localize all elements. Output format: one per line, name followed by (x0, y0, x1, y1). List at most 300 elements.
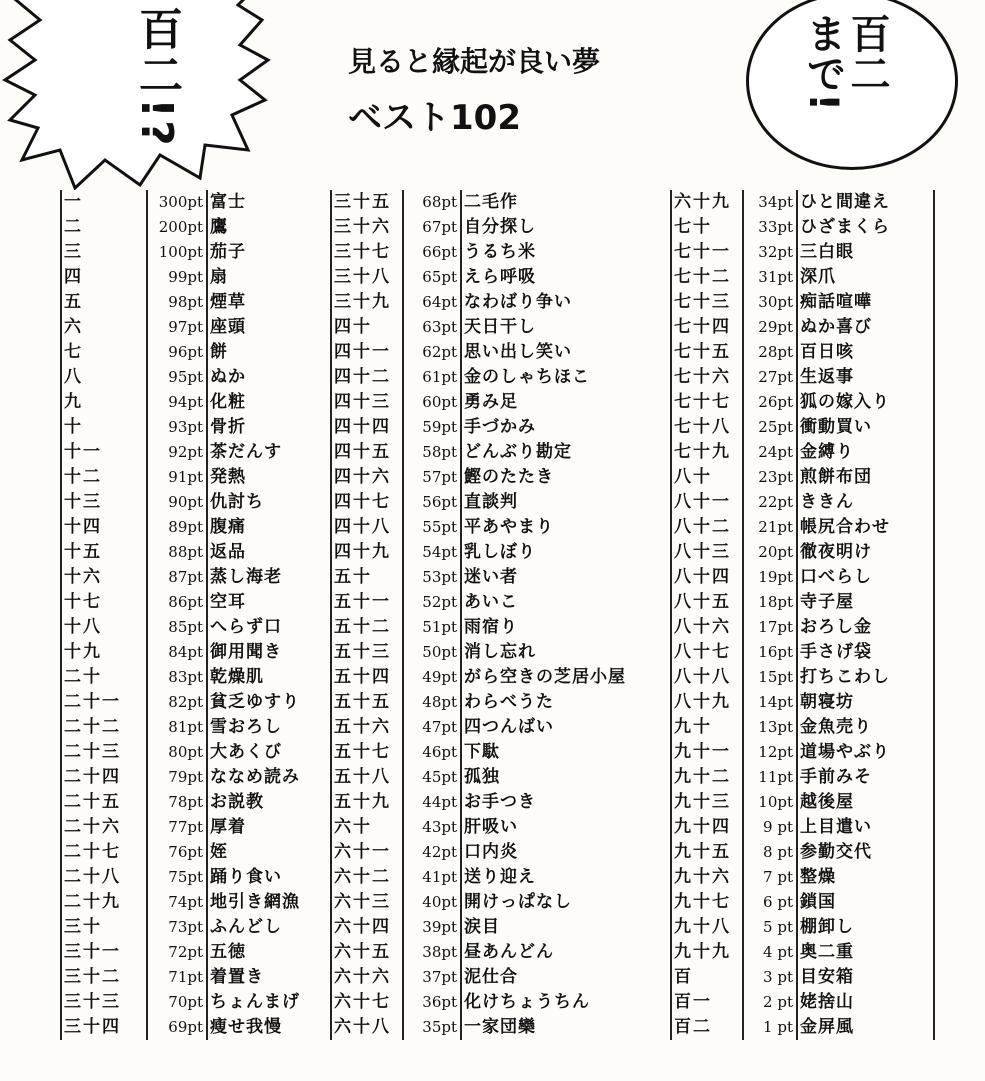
dream-cell: 骨折 (207, 415, 331, 440)
points-cell: 55pt (403, 515, 461, 540)
points-cell: 87pt (147, 565, 207, 590)
points-cell: 28pt (743, 340, 797, 365)
rank-cell: 三十 (61, 915, 147, 940)
rank-cell: 八十五 (671, 590, 743, 615)
table-row (61, 315, 934, 340)
rank-cell: 八十一 (671, 490, 743, 515)
table-row (61, 815, 934, 840)
dream-cell: 道場やぶり (797, 740, 934, 765)
dream-cell: ぬか喜び (797, 315, 934, 340)
points-cell: 90pt (147, 490, 207, 515)
table-row (61, 465, 934, 490)
rank-cell: 八十七 (671, 640, 743, 665)
dream-cell: 姪 (207, 840, 331, 865)
points-cell: 40pt (403, 890, 461, 915)
table-row (61, 190, 934, 215)
dream-cell: 餅 (207, 340, 331, 365)
dream-cell: 二毛作 (461, 190, 671, 215)
rank-cell: 十七 (61, 590, 147, 615)
points-cell: 76pt (147, 840, 207, 865)
points-cell: 32pt (743, 240, 797, 265)
rank-cell: 七十一 (671, 240, 743, 265)
dream-cell: 乳しぼり (461, 540, 671, 565)
rank-cell: 二十四 (61, 765, 147, 790)
dream-cell: 空耳 (207, 590, 331, 615)
rank-cell: 六十四 (331, 915, 403, 940)
dream-cell: 平あやまり (461, 515, 671, 540)
points-cell: 29pt (743, 315, 797, 340)
rank-cell: 四十一 (331, 340, 403, 365)
dream-cell: 口内炎 (461, 840, 671, 865)
dream-cell: 腹痛 (207, 515, 331, 540)
table-row (61, 740, 934, 765)
rank-cell: 二十五 (61, 790, 147, 815)
points-cell: 19pt (743, 565, 797, 590)
table-row (61, 415, 934, 440)
points-cell: 5 pt (743, 915, 797, 940)
circle-line-1: 百二 (844, 13, 890, 93)
dream-cell: 煎餅布団 (797, 465, 934, 490)
dream-cell: 大あくび (207, 740, 331, 765)
rank-cell: 四十七 (331, 490, 403, 515)
rank-cell: 九十七 (671, 890, 743, 915)
points-cell: 9 pt (743, 815, 797, 840)
points-cell: 56pt (403, 490, 461, 515)
points-cell: 37pt (403, 965, 461, 990)
points-cell: 48pt (403, 690, 461, 715)
dream-cell: 発熱 (207, 465, 331, 490)
dream-cell: 厚着 (207, 815, 331, 840)
dream-cell: 上目遣い (797, 815, 934, 840)
dream-cell: うるち米 (461, 240, 671, 265)
dream-cell: 手さげ袋 (797, 640, 934, 665)
dream-cell: 開けっぱなし (461, 890, 671, 915)
points-cell: 52pt (403, 590, 461, 615)
rank-cell: 三十九 (331, 290, 403, 315)
rank-cell: 二 (61, 215, 147, 240)
rank-cell: 九十一 (671, 740, 743, 765)
rank-cell: 四十 (331, 315, 403, 340)
rank-cell: 七 (61, 340, 147, 365)
rank-cell: 十四 (61, 515, 147, 540)
points-cell: 15pt (743, 665, 797, 690)
dream-cell: 御用聞き (207, 640, 331, 665)
dream-cell: 返品 (207, 540, 331, 565)
points-cell: 96pt (147, 340, 207, 365)
dream-cell: 化けちょうちん (461, 990, 671, 1015)
table-row (61, 390, 934, 415)
points-cell: 12pt (743, 740, 797, 765)
table-row (61, 840, 934, 865)
points-cell: 75pt (147, 865, 207, 890)
rank-cell: 六十三 (331, 890, 403, 915)
dream-cell: 昼あんどん (461, 940, 671, 965)
rank-cell: 四十九 (331, 540, 403, 565)
rank-cell: 十 (61, 415, 147, 440)
rank-cell: 八十 (671, 465, 743, 490)
rank-cell: 十二 (61, 465, 147, 490)
dream-cell: ちょんまげ (207, 990, 331, 1015)
dream-cell: どんぶり勘定 (461, 440, 671, 465)
points-cell: 7 pt (743, 865, 797, 890)
rank-cell: 百一 (671, 990, 743, 1015)
dream-cell: 目安箱 (797, 965, 934, 990)
rank-cell: 六 (61, 315, 147, 340)
table-row (61, 790, 934, 815)
rank-cell: 五十一 (331, 590, 403, 615)
dream-cell: わらべうた (461, 690, 671, 715)
rank-cell: 五十七 (331, 740, 403, 765)
dream-cell: 化粧 (207, 390, 331, 415)
rank-cell: 七十四 (671, 315, 743, 340)
rank-cell: 七十八 (671, 415, 743, 440)
table-row (61, 640, 934, 665)
table-row (61, 1015, 934, 1040)
points-cell: 69pt (147, 1015, 207, 1040)
dream-cell: 貧乏ゆすり (207, 690, 331, 715)
points-cell: 93pt (147, 415, 207, 440)
points-cell: 78pt (147, 790, 207, 815)
points-cell: 72pt (147, 940, 207, 965)
points-cell: 1 pt (743, 1015, 797, 1040)
points-cell: 43pt (403, 815, 461, 840)
rank-cell: 五十二 (331, 615, 403, 640)
dream-cell: おろし金 (797, 615, 934, 640)
points-cell: 61pt (403, 365, 461, 390)
points-cell: 44pt (403, 790, 461, 815)
points-cell: 53pt (403, 565, 461, 590)
dream-cell: 参勤交代 (797, 840, 934, 865)
rank-cell: 二十二 (61, 715, 147, 740)
title-line-2: ベスト102 (348, 98, 521, 138)
points-cell: 99pt (147, 265, 207, 290)
dream-cell: 涙目 (461, 915, 671, 940)
dream-cell: 整燥 (797, 865, 934, 890)
rank-cell: 八十八 (671, 665, 743, 690)
rank-cell: 二十 (61, 665, 147, 690)
points-cell: 59pt (403, 415, 461, 440)
rank-cell: 六十六 (331, 965, 403, 990)
table-row (61, 690, 934, 715)
rank-cell: 九 (61, 390, 147, 415)
dream-cell: 帳尻合わせ (797, 515, 934, 540)
dream-cell: 朝寝坊 (797, 690, 934, 715)
points-cell: 6 pt (743, 890, 797, 915)
table-row (61, 565, 934, 590)
table-row (61, 615, 934, 640)
circle-badge (746, 0, 958, 170)
table-row (61, 965, 934, 990)
points-cell: 20pt (743, 540, 797, 565)
dream-cell: 金のしゃちほこ (461, 365, 671, 390)
rank-cell: 四十六 (331, 465, 403, 490)
rank-cell: 三 (61, 240, 147, 265)
dream-cell: 一家団欒 (461, 1015, 671, 1040)
rank-cell: 五十五 (331, 690, 403, 715)
dream-cell: 百日咳 (797, 340, 934, 365)
points-cell: 34pt (743, 190, 797, 215)
table-row (61, 765, 934, 790)
rank-cell: 五 (61, 290, 147, 315)
rank-cell: 二十七 (61, 840, 147, 865)
rank-cell: 四十三 (331, 390, 403, 415)
dream-cell: へらず口 (207, 615, 331, 640)
dream-cell: 痴話喧嘩 (797, 290, 934, 315)
table-row (61, 365, 934, 390)
rank-cell: 七十九 (671, 440, 743, 465)
dream-cell: お手つき (461, 790, 671, 815)
points-cell: 33pt (743, 215, 797, 240)
points-cell: 3 pt (743, 965, 797, 990)
rank-cell: 九十六 (671, 865, 743, 890)
dream-cell: 着置き (207, 965, 331, 990)
rank-cell: 七十 (671, 215, 743, 240)
rank-cell: 五十六 (331, 715, 403, 740)
points-cell: 51pt (403, 615, 461, 640)
rank-cell: 六十五 (331, 940, 403, 965)
points-cell: 60pt (403, 390, 461, 415)
rank-cell: 四十四 (331, 415, 403, 440)
page-title (348, 40, 600, 139)
points-cell: 10pt (743, 790, 797, 815)
dream-cell: お説教 (207, 790, 331, 815)
rank-cell: 九十五 (671, 840, 743, 865)
dream-cell: あいこ (461, 590, 671, 615)
points-cell: 70pt (147, 990, 207, 1015)
dream-cell: 煙草 (207, 290, 331, 315)
rank-cell: 八十三 (671, 540, 743, 565)
points-cell: 86pt (147, 590, 207, 615)
table-row (61, 440, 934, 465)
dream-cell: 茶だんす (207, 440, 331, 465)
rank-cell: 十八 (61, 615, 147, 640)
points-cell: 2 pt (743, 990, 797, 1015)
dream-cell: 鎖国 (797, 890, 934, 915)
dream-cell: 四つんばい (461, 715, 671, 740)
rank-cell: 五十四 (331, 665, 403, 690)
points-cell: 49pt (403, 665, 461, 690)
rank-cell: 五十 (331, 565, 403, 590)
dream-cell: 天日干し (461, 315, 671, 340)
dream-cell: 金魚売り (797, 715, 934, 740)
points-cell: 39pt (403, 915, 461, 940)
rank-cell: 六十一 (331, 840, 403, 865)
points-cell: 58pt (403, 440, 461, 465)
points-cell: 84pt (147, 640, 207, 665)
dream-cell: 寺子屋 (797, 590, 934, 615)
dream-cell: 手前みそ (797, 765, 934, 790)
points-cell: 77pt (147, 815, 207, 840)
points-cell: 62pt (403, 340, 461, 365)
dream-cell: えら呼吸 (461, 265, 671, 290)
points-cell: 24pt (743, 440, 797, 465)
rank-cell: 三十一 (61, 940, 147, 965)
dream-cell: 金屏風 (797, 1015, 934, 1040)
dream-cell: 自分探し (461, 215, 671, 240)
dream-cell: 孤独 (461, 765, 671, 790)
points-cell: 30pt (743, 290, 797, 315)
points-cell: 67pt (403, 215, 461, 240)
dream-cell: 地引き網漁 (207, 890, 331, 915)
dream-cell: 茄子 (207, 240, 331, 265)
dream-cell: がら空きの芝居小屋 (461, 665, 671, 690)
dream-cell: 口べらし (797, 565, 934, 590)
rank-cell: 九十二 (671, 765, 743, 790)
rank-cell: 二十九 (61, 890, 147, 915)
dream-cell: 思い出し笑い (461, 340, 671, 365)
dream-cell: ふんどし (207, 915, 331, 940)
table-row (61, 590, 934, 615)
dream-cell: 蒸し海老 (207, 565, 331, 590)
dream-cell: 生返事 (797, 365, 934, 390)
table-row (61, 265, 934, 290)
burst-text: 百二!? (131, 6, 182, 148)
points-cell: 91pt (147, 465, 207, 490)
points-cell: 18pt (743, 590, 797, 615)
rank-cell: 五十八 (331, 765, 403, 790)
dream-cell: 仇討ち (207, 490, 331, 515)
dream-cell: 泥仕合 (461, 965, 671, 990)
rank-cell: 四 (61, 265, 147, 290)
table-row (61, 915, 934, 940)
circle-line-2: まで! (800, 13, 846, 112)
points-cell: 47pt (403, 715, 461, 740)
dream-cell: 下駄 (461, 740, 671, 765)
dream-cell: 送り迎え (461, 865, 671, 890)
dream-cell: 雨宿り (461, 615, 671, 640)
table-row (61, 290, 934, 315)
points-cell: 21pt (743, 515, 797, 540)
points-cell: 300pt (147, 190, 207, 215)
table-row (61, 340, 934, 365)
points-cell: 11pt (743, 765, 797, 790)
dream-cell: 座頭 (207, 315, 331, 340)
dream-cell: 直談判 (461, 490, 671, 515)
dream-cell: 奥二重 (797, 940, 934, 965)
dream-cell: 徹夜明け (797, 540, 934, 565)
dream-cell: 五徳 (207, 940, 331, 965)
dream-cell: 狐の嫁入り (797, 390, 934, 415)
table-row (61, 715, 934, 740)
rank-cell: 七十二 (671, 265, 743, 290)
points-cell: 22pt (743, 490, 797, 515)
table-row (61, 240, 934, 265)
rank-cell: 一 (61, 190, 147, 215)
points-cell: 200pt (147, 215, 207, 240)
table-row (61, 490, 934, 515)
dream-cell: 手づかみ (461, 415, 671, 440)
dream-cell: 消し忘れ (461, 640, 671, 665)
points-cell: 73pt (147, 915, 207, 940)
rank-cell: 九十三 (671, 790, 743, 815)
rank-cell: 六十 (331, 815, 403, 840)
rank-cell: 二十六 (61, 815, 147, 840)
rank-cell: 六十八 (331, 1015, 403, 1040)
dream-cell: 姥捨山 (797, 990, 934, 1015)
table-row (61, 865, 934, 890)
points-cell: 94pt (147, 390, 207, 415)
points-cell: 100pt (147, 240, 207, 265)
points-cell: 46pt (403, 740, 461, 765)
table-row (61, 515, 934, 540)
points-cell: 57pt (403, 465, 461, 490)
rank-cell: 四十八 (331, 515, 403, 540)
points-cell: 71pt (147, 965, 207, 990)
points-cell: 36pt (403, 990, 461, 1015)
dream-cell: 越後屋 (797, 790, 934, 815)
points-cell: 31pt (743, 265, 797, 290)
rank-cell: 七十七 (671, 390, 743, 415)
rank-cell: 三十八 (331, 265, 403, 290)
title-line-1: 見ると縁起が良い夢 (348, 45, 601, 78)
points-cell: 88pt (147, 540, 207, 565)
points-cell: 95pt (147, 365, 207, 390)
dream-cell: 乾燥肌 (207, 665, 331, 690)
dream-cell: 扇 (207, 265, 331, 290)
rank-cell: 八十九 (671, 690, 743, 715)
rank-cell: 七十六 (671, 365, 743, 390)
rank-cell: 百 (671, 965, 743, 990)
dream-cell: 三白眼 (797, 240, 934, 265)
dream-cell: 瘦せ我慢 (207, 1015, 331, 1040)
points-cell: 74pt (147, 890, 207, 915)
points-cell: 42pt (403, 840, 461, 865)
points-cell: 83pt (147, 665, 207, 690)
points-cell: 45pt (403, 765, 461, 790)
points-cell: 82pt (147, 690, 207, 715)
dream-cell: 踊り食い (207, 865, 331, 890)
points-cell: 68pt (403, 190, 461, 215)
points-cell: 64pt (403, 290, 461, 315)
rank-cell: 七十五 (671, 340, 743, 365)
circle-text (801, 13, 889, 163)
dream-cell: 打ちこわし (797, 665, 934, 690)
rank-cell: 三十七 (331, 240, 403, 265)
dream-cell: 衝動買い (797, 415, 934, 440)
points-cell: 4 pt (743, 940, 797, 965)
points-cell: 66pt (403, 240, 461, 265)
points-cell: 63pt (403, 315, 461, 340)
points-cell: 79pt (147, 765, 207, 790)
rank-cell: 六十九 (671, 190, 743, 215)
points-cell: 92pt (147, 440, 207, 465)
dream-cell: なわばり争い (461, 290, 671, 315)
points-cell: 23pt (743, 465, 797, 490)
rank-cell: 三十四 (61, 1015, 147, 1040)
rank-cell: 三十六 (331, 215, 403, 240)
points-cell: 25pt (743, 415, 797, 440)
points-cell: 27pt (743, 365, 797, 390)
rank-cell: 八十二 (671, 515, 743, 540)
table-row (61, 990, 934, 1015)
points-cell: 8 pt (743, 840, 797, 865)
rank-cell: 二十三 (61, 740, 147, 765)
dream-cell: 鷹 (207, 215, 331, 240)
points-cell: 65pt (403, 265, 461, 290)
rank-cell: 九十 (671, 715, 743, 740)
dream-cell: 勇み足 (461, 390, 671, 415)
rank-cell: 八十四 (671, 565, 743, 590)
rank-cell: 百二 (671, 1015, 743, 1040)
dream-cell: ななめ読み (207, 765, 331, 790)
rank-cell: 十五 (61, 540, 147, 565)
dream-cell: ひと間違え (797, 190, 934, 215)
points-cell: 14pt (743, 690, 797, 715)
points-cell: 26pt (743, 390, 797, 415)
points-cell: 50pt (403, 640, 461, 665)
points-cell: 85pt (147, 615, 207, 640)
rank-cell: 八 (61, 365, 147, 390)
